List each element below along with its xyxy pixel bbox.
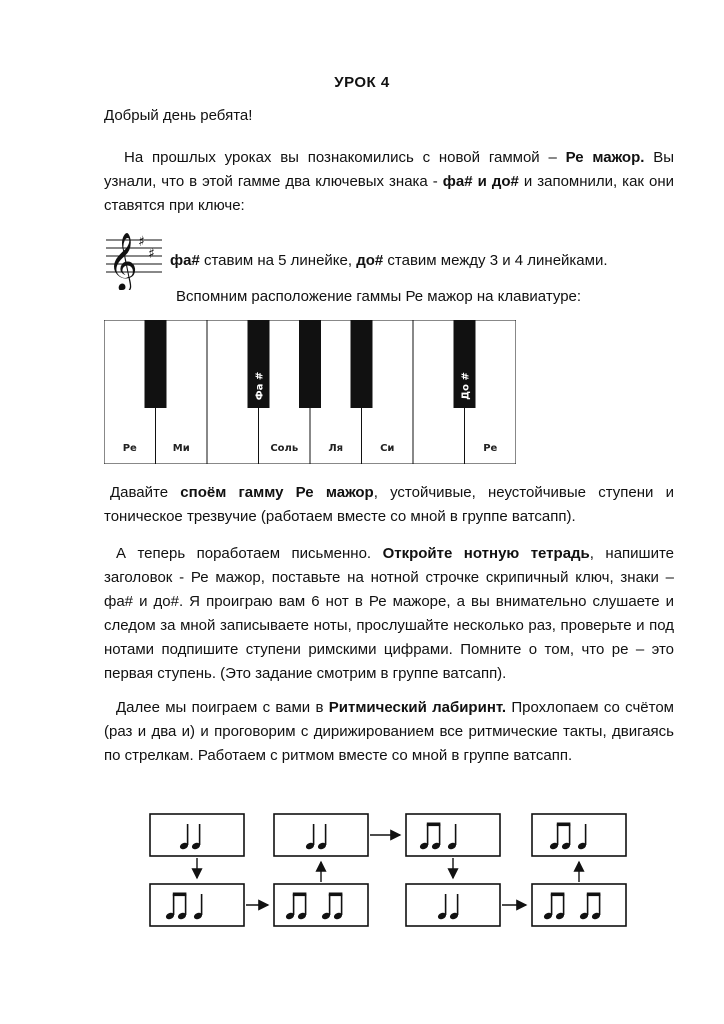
rhythm-box-6	[406, 884, 500, 926]
white-key-label: Ля	[328, 443, 344, 454]
text-run: , напишите заголовок - Ре мажор, поставьте на нотной строчке скрипичный ключ, знаки – фа# и до#. Я проиграю вам 6 нот в Ре мажоре, а вы внимательно слушаете и следом за мной записываете ноты, прослушайте несколько раз, проверьте и под нотами подпишите ступени римскими цифрами. Помните о том, что ре – это первая ступень. (Это задание смотрим в группе ватсапп).	[104, 545, 675, 682]
greeting: Добрый день ребята!	[104, 107, 253, 124]
keyboard-caption: Вспомним расположение гаммы Ре мажор на клавиатуре:	[176, 288, 582, 305]
text-run: ставим между 3 и 4 линейками.	[383, 252, 608, 269]
rhythm-box-5	[406, 814, 500, 856]
black-key	[145, 320, 167, 408]
white-key-label: Ре	[122, 443, 137, 454]
white-key-label: Соль	[270, 443, 299, 454]
sharp-icon: ♯	[148, 246, 155, 262]
rhythm-box-3	[274, 884, 368, 926]
bold-run: до#	[356, 252, 384, 269]
rhythm-box-1	[150, 814, 244, 856]
text-run: , устойчивые, неустойчивые ступени и тоническое трезвучие (работаем вместе со мной в группе ватсапп).	[104, 484, 675, 525]
bold-run: фа# и до#	[442, 173, 519, 190]
text-run: Вы узнали, что в этой гамме два ключевых знака -	[104, 149, 674, 190]
paragraph-rhythm-maze	[104, 696, 674, 768]
rhythm-box-7	[532, 884, 626, 926]
paragraph-intro	[104, 146, 674, 218]
text-run: На прошлых уроках вы познакомились с новой гаммой –	[124, 149, 566, 166]
text-run: ставим на 5 линейке,	[199, 252, 357, 269]
text-run: Далее мы поиграем с вами в	[116, 699, 329, 716]
black-key	[299, 320, 321, 408]
key-signature-explanation	[170, 252, 608, 269]
rhythm-box-2	[150, 884, 244, 926]
rhythm-box-4	[274, 814, 368, 856]
paragraph-written-task	[104, 542, 674, 686]
bold-run: споём гамму Ре мажор	[180, 484, 374, 501]
black-key	[351, 320, 373, 408]
white-key-label: Ми	[172, 443, 190, 454]
treble-clef-key-signature	[106, 226, 162, 290]
black-key-label: Фа #	[254, 371, 266, 401]
black-key-label: До #	[460, 372, 472, 400]
treble-clef-icon: 𝄞	[108, 232, 138, 290]
paragraph-sing-scale	[104, 481, 674, 529]
text-run: А теперь поработаем письменно.	[116, 545, 383, 562]
text-run: Прохлопаем со счётом (раз и два и) и проговорим с дирижированием все ритмические такты, двигаясь по стрелкам. Работаем с ритмом вместе со мной в группе ватсапп.	[104, 699, 674, 764]
text-run: и запомнили, как они ставятся при ключе:	[104, 173, 674, 214]
rhythm-box-8	[532, 814, 626, 856]
text-run: Давайте	[110, 484, 181, 501]
sharp-icon: ♯	[138, 234, 145, 250]
bold-run: Ритмический лабиринт.	[328, 699, 507, 716]
white-key-label: Си	[380, 443, 395, 454]
white-key-label: Ре	[483, 443, 498, 454]
bold-run: фа#	[170, 252, 200, 269]
lesson-title: УРОК 4	[334, 74, 390, 91]
bold-run: Откройте нотную тетрадь	[382, 545, 590, 562]
piano-keyboard	[104, 320, 516, 464]
rhythm-maze	[140, 808, 640, 938]
bold-run: Ре мажор.	[565, 149, 645, 166]
